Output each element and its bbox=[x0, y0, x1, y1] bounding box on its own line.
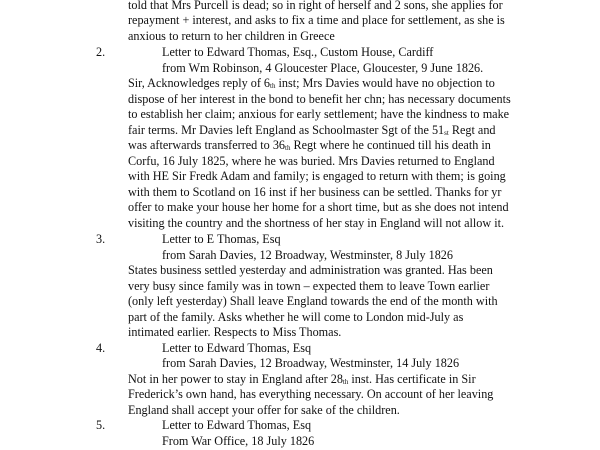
body-line: Not in her power to stay in England after $28_{th}$ inst. Has certificate in Sir bbox=[128, 372, 476, 386]
body-line: offer to make your house her home for a short time, but as she does not intend bbox=[128, 200, 509, 214]
intro-line: told that Mrs Purcell is dead; so in right of herself and 2 sons, she applies for bbox=[128, 0, 503, 12]
body-line: States business settled yesterday and administration was granted. Has been bbox=[128, 263, 493, 277]
body-line: Frederick’s own hand, has everything necessary. On account of her leaving bbox=[128, 387, 494, 401]
body-line: with HE Sir Fredk Adam and family; is engaged to return with them; is going bbox=[128, 169, 506, 183]
entry-number: 3. bbox=[96, 232, 106, 246]
body-line: with them to Scotland on 16 inst if her business can be settled. Thanks for yr bbox=[128, 185, 502, 199]
letter-heading: Letter to E Thomas, Esq bbox=[162, 232, 281, 246]
body-line: fair terms. Mr Davies left England as Schoolmaster Sgt of the $51_{st}$ Regt and bbox=[128, 123, 496, 137]
body-line: visiting the country and the shortness of her stay in England will not allow it. bbox=[128, 216, 505, 230]
letter-from: from Sarah Davies, 12 Broadway, Westminster, 14 July 1826 bbox=[162, 356, 460, 370]
entry-number: 2. bbox=[96, 45, 106, 59]
intro-line: anxious to return to her children in Greece bbox=[128, 29, 335, 43]
intro-line: repayment + interest, and asks to fix a time and place for settlement, as she is bbox=[128, 13, 505, 27]
letter-from: from Wm Robinson, 4 Gloucester Place, Gloucester, 9 June 1826. bbox=[162, 61, 484, 75]
letter-heading: Letter to Edward Thomas, Esq bbox=[162, 341, 312, 355]
letter-from: From War Office, 18 July 1826 bbox=[162, 434, 315, 448]
body-line: part of the family. Asks whether he will come to London mid-July as bbox=[128, 310, 464, 324]
body-line: England shall accept your offer for sake of the children. bbox=[128, 403, 400, 417]
letter-heading: Letter to Edward Thomas, Esq., Custom House, Cardiff bbox=[162, 45, 434, 59]
entry-number: 4. bbox=[96, 341, 106, 355]
body-line: intimated earlier. Respects to Miss Thomas. bbox=[128, 325, 342, 339]
body-line: Corfu, 16 July 1825, where he was buried. Mrs Davies returned to England bbox=[128, 154, 495, 168]
body-line: (only left yesterday) Shall leave England towards the end of the month with bbox=[128, 294, 498, 308]
letter-from: from Sarah Davies, 12 Broadway, Westminster, 8 July 1826 bbox=[162, 248, 453, 262]
body-line: very busy since family was in town – expected them to leave Town earlier bbox=[128, 279, 490, 293]
letter-heading: Letter to Edward Thomas, Esq bbox=[162, 418, 312, 432]
entry-number: 5. bbox=[96, 418, 106, 432]
body-line: Sir, Acknowledges reply of $6_{th}$ inst; Mrs Davies would have no objection to bbox=[128, 76, 495, 90]
body-line: was afterwards transferred to $36_{th}$ Regt where he continued till his death in bbox=[128, 138, 491, 152]
body-line: to establish her claim; anxious for early settlement; have the kindness to make bbox=[128, 107, 510, 121]
body-line: dispose of her interest in the bond to benefit her chn; has necessary documents bbox=[128, 92, 511, 106]
